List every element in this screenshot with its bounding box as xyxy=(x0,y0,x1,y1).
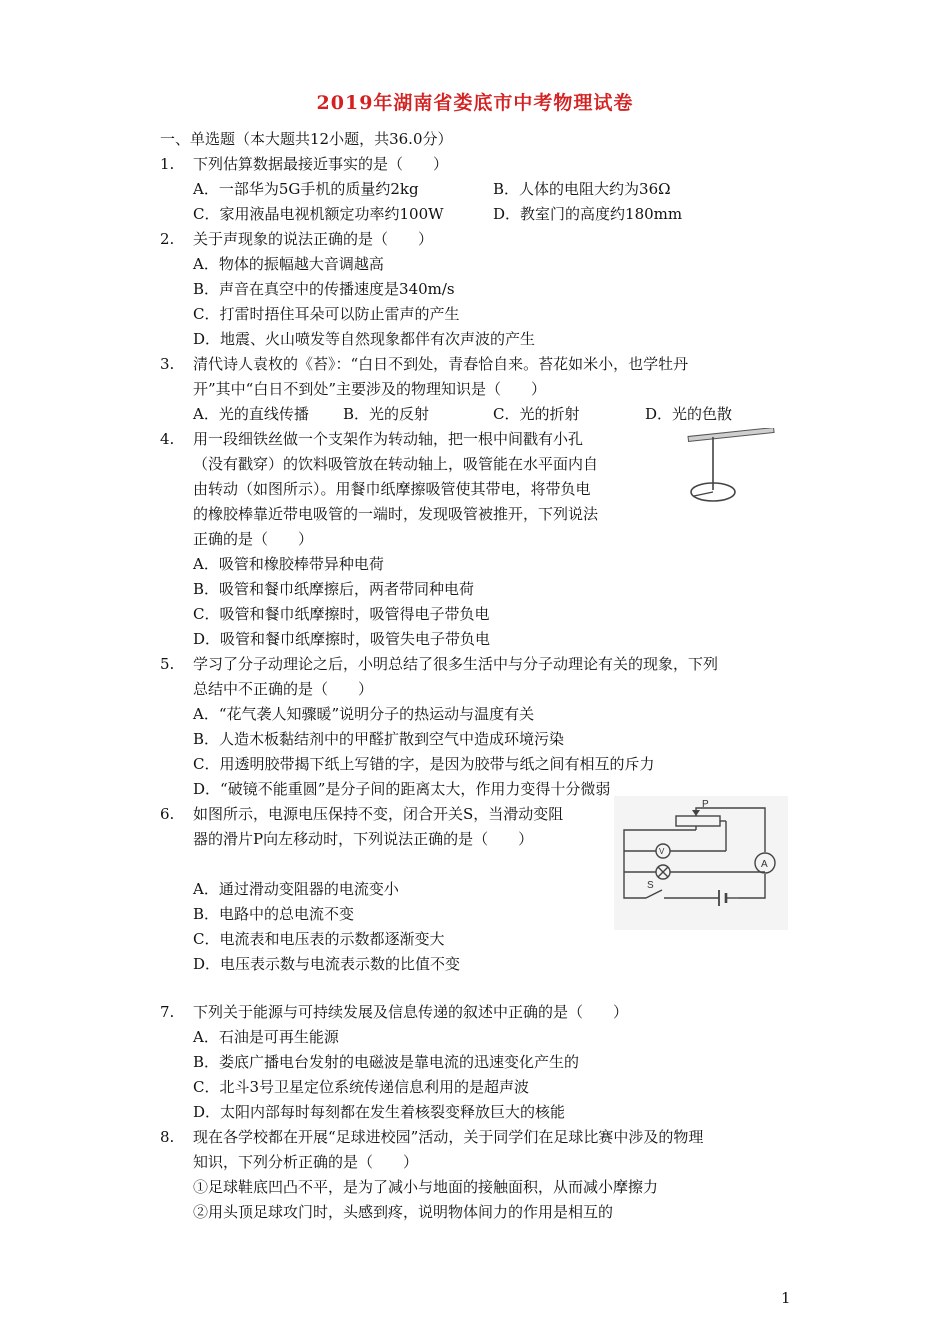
question-stem-line-3: 由转动（如图所示）。用餐巾纸摩擦吸管使其带电，将带负电 xyxy=(193,480,591,498)
option-a: A．光的直线传播 xyxy=(193,405,309,423)
option-b: B．电路中的总电流不变 xyxy=(193,905,355,923)
ammeter-label: A xyxy=(761,859,768,870)
page-number: 1 xyxy=(781,1289,791,1307)
question-stem-line-1: 清代诗人袁枚的《苔》：“白日不到处，青春恰自来。苔花如米小，也学牡丹 xyxy=(193,355,689,373)
option-a: A．物体的振幅越大音调越高 xyxy=(193,255,384,273)
switch-label: S xyxy=(647,880,654,891)
option-b: B．娄底广播电台发射的电磁波是靠电流的迅速变化产生的 xyxy=(193,1053,580,1071)
straw-on-pivot-figure xyxy=(686,428,776,504)
question-number: 5. xyxy=(160,655,175,673)
option-c: C．北斗3号卫星定位系统传递信息利用的是超声波 xyxy=(193,1078,530,1096)
question-stem-line-2: 知识，下列分析正确的是（ ） xyxy=(193,1153,419,1171)
option-d: D．教室门的高度约180mm xyxy=(493,205,683,223)
question-stem: 下列估算数据最接近事实的是（ ） xyxy=(193,155,449,173)
question-stem-line-1: 现在各学校都在开展“足球进校园”活动，关于同学们在足球比赛中涉及的物理 xyxy=(193,1128,704,1146)
question-stem: 关于声现象的说法正确的是（ ） xyxy=(193,230,434,248)
circuit-diagram-figure xyxy=(614,796,788,930)
option-a: A．一部华为5G手机的质量约2kg xyxy=(193,180,419,198)
option-c: C．吸管和餐巾纸摩擦时，吸管得电子带负电 xyxy=(193,605,490,623)
question-number: 4. xyxy=(160,430,175,448)
voltmeter-label: V xyxy=(659,847,665,856)
option-d: D．电压表示数与电流表示数的比值不变 xyxy=(193,955,461,973)
option-b: B．吸管和餐巾纸摩擦后，两者带同种电荷 xyxy=(193,580,475,598)
option-a: A．通过滑动变阻器的电流变小 xyxy=(193,880,399,898)
option-a: A．石油是可再生能源 xyxy=(193,1028,339,1046)
question-stem-line-2: 器的滑片P向左移动时，下列说法正确的是（ ） xyxy=(193,830,534,848)
statement-2: ②用头顶足球攻门时，头感到疼，说明物体间力的作用是相互的 xyxy=(193,1203,614,1221)
option-b: B．人造木板黏结剂中的甲醛扩散到空气中造成环境污染 xyxy=(193,730,565,748)
option-c: C．用透明胶带揭下纸上写错的字，是因为胶带与纸之间有相互的斥力 xyxy=(193,755,655,773)
question-number: 6. xyxy=(160,805,175,823)
question-stem-line-2: （没有戳穿）的饮料吸管放在转动轴上，吸管能在水平面内自 xyxy=(193,455,599,473)
question-number: 7. xyxy=(160,1003,175,1021)
option-d: D．“破镜不能重圆”是分子间的距离太大，作用力变得十分微弱 xyxy=(193,780,611,798)
option-c: C．光的折射 xyxy=(493,405,580,423)
option-d: D．太阳内部每时每刻都在发生着核裂变释放巨大的核能 xyxy=(193,1103,566,1121)
question-number: 3. xyxy=(160,355,175,373)
question-stem-line-4: 的橡胶棒靠近带电吸管的一端时，发现吸管被推开，下列说法 xyxy=(193,505,599,523)
option-b: B．人体的电阻大约为36Ω xyxy=(493,180,671,198)
option-d: D．地震、火山喷发等自然现象都伴有次声波的产生 xyxy=(193,330,536,348)
question-number: 2. xyxy=(160,230,175,248)
question-stem-line-1: 用一段细铁丝做一个支架作为转动轴，把一根中间戳有小孔 xyxy=(193,430,584,448)
option-a: A．“花气袭人知骤暖”说明分子的热运动与温度有关 xyxy=(193,705,535,723)
question-number: 1. xyxy=(160,155,175,173)
section-heading: 一、单选题（本大题共12小题，共36.0分） xyxy=(160,130,453,148)
statement-1: ①足球鞋底凹凸不平，是为了减小与地面的接触面积，从而减小摩擦力 xyxy=(193,1178,659,1196)
option-c: C．打雷时捂住耳朵可以防止雷声的产生 xyxy=(193,305,460,323)
option-d: D．光的色散 xyxy=(645,405,733,423)
option-a: A．吸管和橡胶棒带异种电荷 xyxy=(193,555,384,573)
option-c: C．家用液晶电视机额定功率约100W xyxy=(193,205,444,223)
option-c: C．电流表和电压表的示数都逐渐变大 xyxy=(193,930,445,948)
question-stem-line-1: 学习了分子动理论之后，小明总结了很多生活中与分子动理论有关的现象，下列 xyxy=(193,655,719,673)
question-stem-line-2: 开”其中“白日不到处”主要涉及的物理知识是（ ） xyxy=(193,380,547,398)
option-d: D．吸管和餐巾纸摩擦时，吸管失电子带负电 xyxy=(193,630,491,648)
question-stem-line-1: 如图所示，电源电压保持不变，闭合开关S，当滑动变阻 xyxy=(193,805,564,823)
question-stem-line-2: 总结中不正确的是（ ） xyxy=(193,680,374,698)
slider-label: P xyxy=(702,799,709,810)
question-number: 8. xyxy=(160,1128,175,1146)
question-stem-line-5: 正确的是（ ） xyxy=(193,530,314,548)
option-b: B．声音在真空中的传播速度是340m/s xyxy=(193,280,455,298)
page-title: 2019年湖南省娄底市中考物理试卷 xyxy=(316,92,634,114)
question-stem: 下列关于能源与可持续发展及信息传递的叙述中正确的是（ ） xyxy=(193,1003,629,1021)
option-b: B．光的反射 xyxy=(343,405,430,423)
